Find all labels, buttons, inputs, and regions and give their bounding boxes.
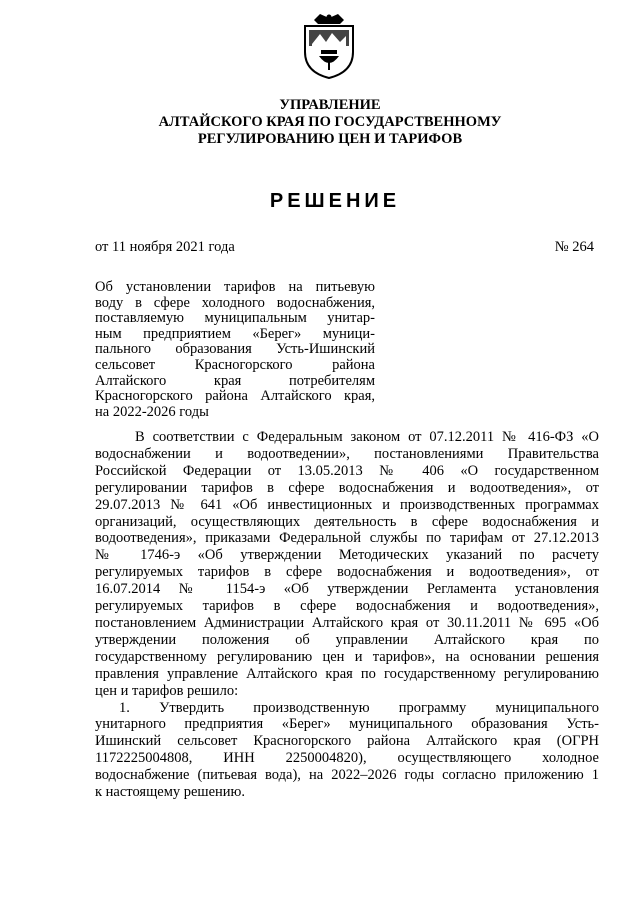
body-line: регулируемых тарифов в сфере водоснабжения и водоотведения», [95,598,599,615]
document-type-heading: РЕШЕНИЕ [269,190,401,212]
subject-line: пального образования Усть-Ишинский [95,341,375,358]
subject-line: Алтайского края потребителям [95,372,375,389]
body-line: регулировании тарифов в сфере водоснабжения и водоотведения», от [95,479,599,496]
agency-name [80,97,580,148]
subject-line: на 2022-2026 годы [95,403,209,420]
body-line: к настоящему решению. [95,784,246,801]
body-line: постановлением Администрации Алтайского края от 30.11.2011 № 695 «Об [95,614,599,631]
document-subject [95,280,375,420]
body-line: № 1746-э «Об утверждении Методических указаний по расчету [95,547,599,564]
document-date: от 11 ноября 2021 года [95,239,235,255]
body-line: В соответствии с Федеральным законом от 07.12.2011 № 416-ФЗ «О [135,429,599,445]
body-line: 29.07.2013 № 641 «Об инвестиционных и производственных программах [95,496,599,513]
document-body [95,429,599,801]
body-line: водоснабжение (питьевая вода), на 2022–2026 годы согласно приложению 1 [95,767,599,784]
coat-of-arms-icon [300,12,358,80]
body-line: регулируемых тарифов в сфере водоснабжения и водоотведения», от [95,564,599,581]
agency-line-1: УПРАВЛЕНИЕ [279,97,381,113]
body-line: 1172225004808, ИНН 2250004820), осуществляющего холодное [95,750,599,767]
body-line: государственному регулированию цен и тарифов», на основании решения [95,648,599,665]
body-line: 1. Утвердить производственную программу муниципального [119,699,599,716]
subject-line: сельсовет Красногорского района [95,356,375,373]
body-line: водоснабжении и водоотведении», постановлениями Правительства [95,445,599,462]
subject-line: ным предприятием «Берег» муници- [95,325,375,342]
body-line: Ишинский сельсовет Красногорского района Алтайского края (ОГРН [95,733,599,750]
body-line: Российской Федерации от 13.05.2013 № 406 «О государственном [95,462,599,479]
body-line: цен и тарифов решило: [95,682,239,699]
subject-line: воду в сфере холодного водоснабжения, [95,294,375,311]
subject-line: Об установлении тарифов на питьевую [95,279,375,295]
subject-line: Красногорского района Алтайского края, [95,388,375,405]
agency-line-2: АЛТАЙСКОГО КРАЯ ПО ГОСУДАРСТВЕННОМУ [158,114,502,130]
body-line: правления управление Алтайского края по государственному регулированию [95,665,599,682]
agency-line-3: РЕГУЛИРОВАНИЮ ЦЕН И ТАРИФОВ [197,131,463,147]
subject-line: поставляемую муниципальным унитар- [95,310,375,327]
body-line: водоотведения», приказами Федеральной службы по тарифам от 27.12.2013 [95,530,599,547]
body-line: организаций, осуществляющих деятельность в сфере водоснабжения и [95,513,599,530]
body-line: 16.07.2014 № 1154-э «Об утверждении Регламента установления [95,581,599,598]
body-line: унитарного предприятия «Берег» муниципального образования Усть- [95,716,599,733]
document-number: № 264 [554,239,594,255]
body-line: утверждении положения об управлении Алтайского края по [95,631,599,648]
